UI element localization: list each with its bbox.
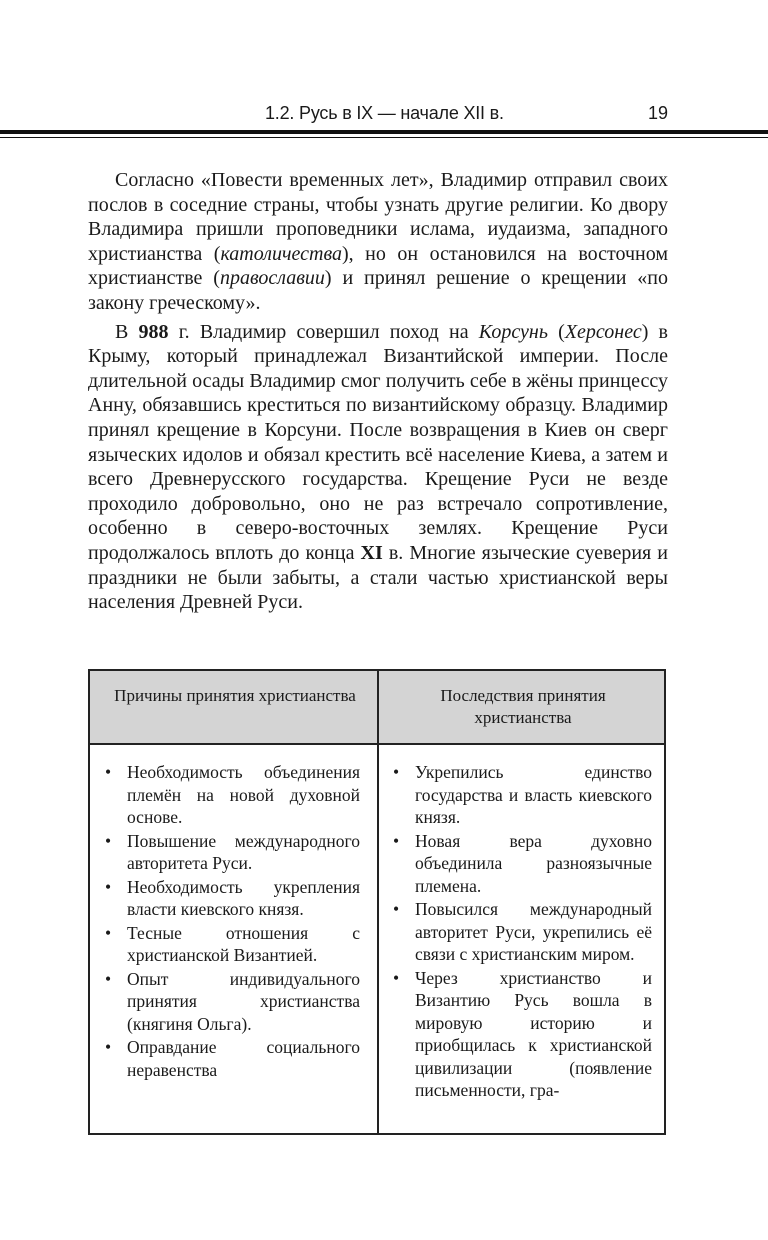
column-divider	[377, 671, 379, 1133]
italic-term: Херсонес	[564, 320, 642, 343]
list-item	[102, 761, 360, 829]
text-run: Согласно «Повести временных лет», Владимир отправил своих послов в соседние страны, чтобы узнать другие религии. Ко двору Владимира пришли проповедники ислама, иудаизма, западного христианства (	[88, 169, 668, 265]
causes-list	[102, 761, 360, 1082]
paragraph-2	[88, 320, 668, 615]
header-rule-thin	[0, 137, 768, 138]
paragraph-1	[88, 168, 668, 316]
page-number: 19	[648, 103, 669, 123]
bold-term: XI	[360, 541, 383, 564]
text-run: ) и принял решение о крещении «по закону греческому».	[88, 267, 668, 314]
consequences-list	[390, 761, 652, 1103]
italic-term: католичества	[220, 242, 342, 265]
text-run: ), но он остановился на восточном христианстве (	[88, 242, 669, 290]
list-item-text: Повышение международного авторитета Руси.	[127, 830, 360, 873]
list-item-text: Новая вера духовно объединила разноязычные племена.	[415, 830, 652, 896]
bullet-icon: •	[105, 876, 112, 897]
text-run: в. Многие языческие суеверия и праздники не были забыты, а стали частью христианской веры населения Древней Руси.	[88, 541, 668, 614]
list-item	[102, 922, 360, 967]
header-rule-thick	[0, 130, 768, 134]
list-item	[390, 898, 652, 966]
italic-term: Корсунь	[478, 320, 548, 343]
bullet-icon: •	[393, 967, 400, 988]
bullet-icon: •	[105, 922, 112, 943]
header-causes: Причины принятия христианства	[114, 686, 356, 705]
list-item-text: Укрепились единство государства и власть киевского князя.	[415, 762, 652, 827]
header-consequences: Последствия принятия христианства	[440, 686, 606, 727]
list-item	[102, 968, 360, 1036]
text-run: г. Владимир совершил поход на	[168, 320, 479, 343]
bullet-icon: •	[393, 762, 400, 782]
text-run: (	[547, 320, 565, 343]
text-run: В	[115, 320, 139, 343]
body-text	[88, 168, 668, 615]
list-item	[390, 967, 652, 1102]
list-item-text: Оправдание социального неравенства	[127, 1037, 360, 1080]
italic-term: православии	[219, 267, 325, 290]
list-item	[102, 1036, 360, 1081]
list-item	[102, 830, 360, 875]
bullet-icon: •	[105, 968, 112, 989]
bullet-icon: •	[393, 830, 400, 851]
bullet-icon: •	[105, 762, 112, 782]
list-item-text: Тесные отношения с христианской Византией.	[127, 922, 360, 965]
text-run: ) в Крыму, который принадлежал Византийской империи. После длительной осады Владимир смог получить себе в жёны принцессу Анну, обязавшись креститься по византийскому образцу. Владимир принял крещение в Корсуни. После возвращения в Киев он сверг языческих идолов и обязал крестить всё население Киева, а затем и всего Древнерусского государства. Крещение Руси не везде проходило добровольно, оно не раз встречало сопротивление, особенно в северо-восточных землях. Крещение Руси продолжалось вплоть до конца	[88, 320, 668, 564]
running-head-title: 1.2. Русь в IX — начале XII в.	[265, 103, 504, 123]
christianity-table	[88, 669, 666, 1135]
list-item-text: Опыт индивидуального принятия христианства (княгиня Ольга).	[127, 968, 360, 1034]
list-item	[390, 761, 652, 829]
list-item-text: Через христианство и Византию Русь вошла в мировую историю и приобщилась к христианской цивилизации (появление письменности, гра-	[415, 967, 652, 1100]
bullet-icon: •	[105, 830, 112, 851]
running-head	[0, 98, 768, 128]
list-item	[102, 876, 360, 921]
list-item-text: Повысился международный авторитет Руси, укрепились её связи с христианским миром.	[415, 899, 652, 964]
bullet-icon: •	[105, 1037, 112, 1057]
list-item	[390, 830, 652, 898]
list-item-text: Необходимость укрепления власти киевского князя.	[127, 876, 360, 919]
list-item-text: Необходимость объединения племён на новой духовной основе.	[127, 762, 360, 827]
bold-term: 988	[138, 320, 169, 343]
bullet-icon: •	[393, 899, 400, 919]
